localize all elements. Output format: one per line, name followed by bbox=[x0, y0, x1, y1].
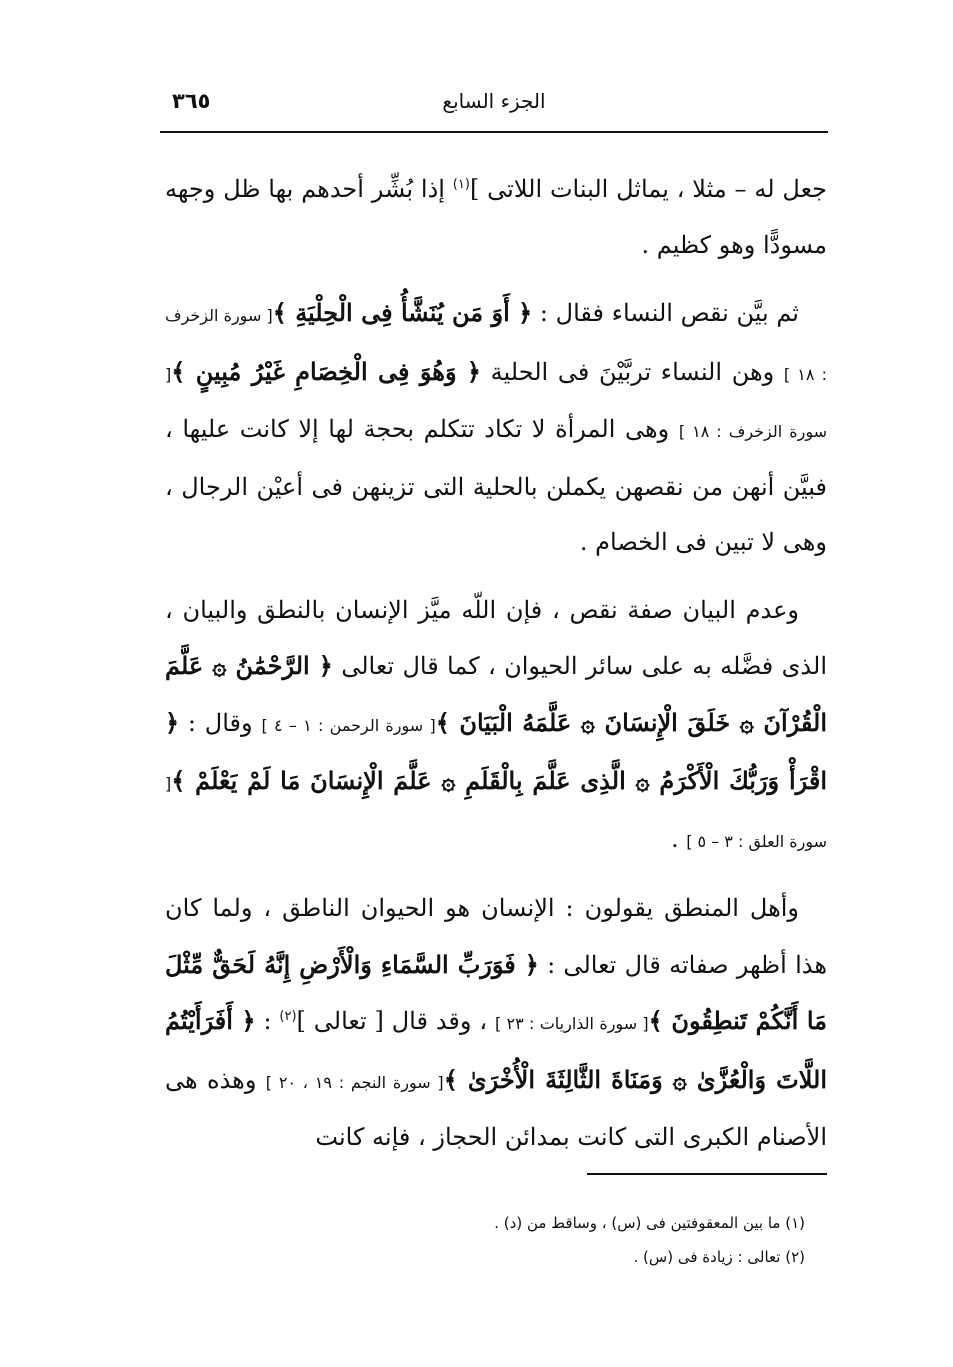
body-text bbox=[165, 162, 827, 1178]
surah-citation: [ سورة الزخرف : ١٨ ] bbox=[165, 306, 827, 384]
footnote-1: (١) ما بين المعقوفتين فى (س) ، وساقط من (د) . bbox=[494, 1214, 805, 1232]
quran-verse: ﴿ أَوَ مَن يُنَشَّأُ فِى الْحِلْيَةِ ﴾ bbox=[272, 298, 533, 327]
running-title: الجزء السابع bbox=[442, 89, 546, 113]
quran-verse: ﴿ أَفَرَأَيْتُمُ اللَّاتَ وَالْعُزَّىٰ ۞ وَمَنَاةَ الثَّالِثَةَ الْأُخْرَىٰ ﴾ bbox=[165, 1006, 828, 1094]
surah-citation: [ سورة النجم : ١٩ ، ٢٠ ] bbox=[265, 1072, 444, 1092]
paragraph bbox=[165, 162, 827, 273]
text-run: وهذه هى الأصنام الكبرى التى كانت بمدائن الحجاز ، فإنه كانت bbox=[165, 1065, 827, 1151]
paragraph bbox=[165, 881, 827, 1166]
header-rule bbox=[160, 131, 828, 133]
surah-citation: [ سورة الرحمن : ١ – ٤ ] bbox=[261, 715, 436, 735]
text-run: وعدم البيان صفة نقص ، فإن اللّه ميَّز الإنسان بالنطق والبيان ، الذى فضَّله به على سائر الحيوان ، كما قال تعالى bbox=[165, 595, 827, 680]
quran-verse: ﴿ وَهُوَ فِى الْخِصَامِ غَيْرُ مُبِينٍ ﴾ bbox=[171, 356, 481, 386]
text-run: ، وقد قال [ تعالى ] bbox=[296, 1007, 495, 1035]
text-run: وقال : bbox=[179, 708, 262, 737]
text-run: وهى المرأة لا تكاد تتكلم بحجة لها إلا كانت عليها ، فبيَّن أنهن من نقصهن يكملن بالحلية التى تزينهن فى أعيْن الرجال ، وهى لا تبين فى الخصام . bbox=[165, 415, 827, 556]
quran-verse: ﴿ فَوَرَبِّ السَّمَاءِ وَالْأَرْضِ إِنَّهُ لَحَقٌّ مِّثْلَ مَا أَنَّكُمْ تَنطِقُونَ ﴾ bbox=[165, 949, 828, 1035]
footnote-2: (٢) تعالى : زيادة فى (س) . bbox=[633, 1248, 805, 1266]
paragraph bbox=[165, 583, 827, 870]
footnote-marker: (٢) bbox=[279, 1009, 297, 1024]
text-run: ثم بيَّن نقص النساء فقال : bbox=[532, 299, 799, 327]
surah-citation: [ سورة العلق : ٣ – ٥ ] bbox=[165, 774, 827, 851]
text-run: إذا بُشِّر أحدهم بها ظل وجهه مسودًّا وهو كظيم . bbox=[165, 175, 827, 259]
surah-citation: [ سورة الذاريات : ٢٣ ] bbox=[494, 1014, 649, 1033]
footnotes bbox=[165, 1206, 805, 1274]
page-header bbox=[160, 86, 828, 126]
text-run: جعل له – مثلا ، يماثل البنات اللاتى ] bbox=[469, 175, 828, 203]
text-run: وأهل المنطق يقولون : الإنسان هو الحيوان الناطق ، ولما كان هذا أظهر صفاته قال تعالى : bbox=[165, 894, 827, 979]
surah-citation: [ سورة الزخرف : ١٨ ] bbox=[165, 364, 827, 441]
quran-verse: ﴿ الرَّحْمَٰنُ ۞ عَلَّمَ الْقُرْآنَ ۞ خَلَقَ الْإِنسَانَ ۞ عَلَّمَهُ الْبَيَانَ ﴾ bbox=[165, 651, 828, 737]
text-run: : bbox=[255, 1007, 280, 1035]
footnote-rule bbox=[587, 1173, 827, 1175]
quran-verse: ﴿ اقْرَأْ وَرَبُّكَ الْأَكْرَمُ ۞ الَّذِى عَلَّمَ بِالْقَلَمِ ۞ عَلَّمَ الْإِنسَانَ مَا لَمْ يَعْلَمْ ﴾ bbox=[165, 707, 827, 795]
text-run: وهن النساء تربَّيْنَ فى الحلية bbox=[481, 357, 784, 386]
footnote-marker: (١) bbox=[452, 177, 470, 192]
page-number: ٣٦٥ bbox=[172, 89, 211, 113]
text-run: . bbox=[670, 824, 687, 853]
paragraph bbox=[165, 285, 827, 571]
